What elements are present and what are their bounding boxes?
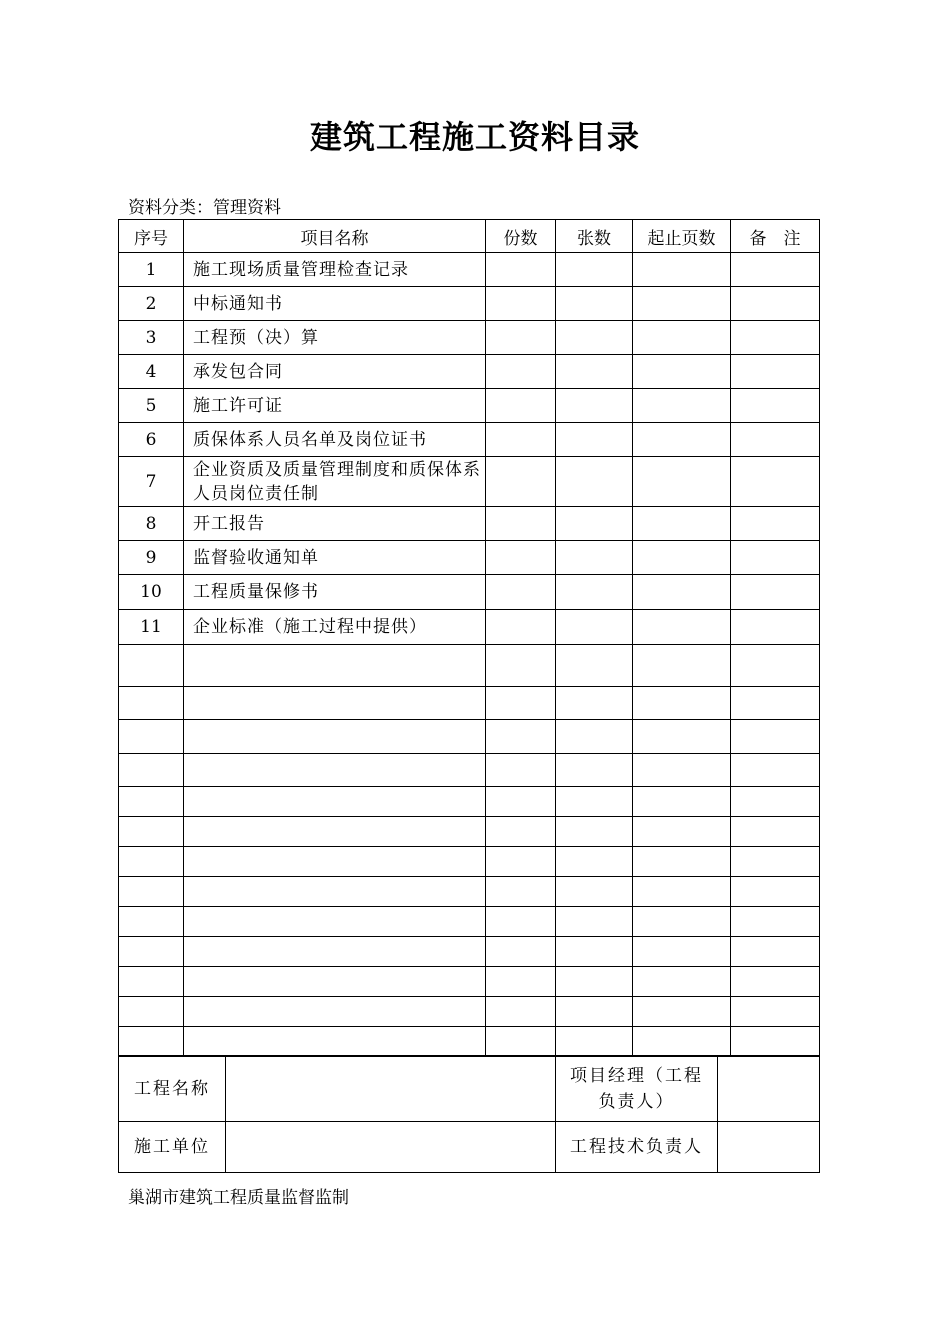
row-pages[interactable]	[633, 423, 731, 457]
tech-lead-value[interactable]	[718, 1122, 820, 1173]
table-row	[119, 253, 820, 287]
row-item-name	[184, 321, 486, 355]
row-copies[interactable]	[486, 877, 556, 907]
table-row	[119, 355, 820, 389]
row-remarks[interactable]	[731, 457, 820, 507]
project-name-label: 工程名称	[119, 1056, 226, 1122]
row-copies[interactable]	[486, 847, 556, 877]
row-pages[interactable]	[633, 321, 731, 355]
table-row-empty	[119, 720, 820, 754]
row-remarks[interactable]	[731, 754, 820, 787]
row-remarks[interactable]	[731, 877, 820, 907]
row-seq[interactable]	[119, 645, 184, 687]
row-pages[interactable]	[633, 687, 731, 720]
tech-lead-label: 工程技术负责人	[556, 1122, 718, 1173]
row-pages[interactable]	[633, 997, 731, 1027]
row-seq: 7	[119, 457, 184, 507]
row-copies[interactable]	[486, 967, 556, 997]
row-sheets[interactable]	[556, 997, 633, 1027]
row-copies[interactable]	[486, 287, 556, 321]
row-item-name	[184, 423, 486, 457]
row-remarks[interactable]	[731, 541, 820, 575]
row-item-name	[184, 389, 486, 423]
row-pages[interactable]	[633, 645, 731, 687]
row-pages[interactable]	[633, 575, 731, 610]
manager-label: 项目经理（工程负责人）	[556, 1056, 718, 1122]
project-name-value[interactable]	[226, 1056, 556, 1122]
row-item-name[interactable]	[184, 817, 486, 847]
row-sheets[interactable]	[556, 847, 633, 877]
row-remarks[interactable]	[731, 1027, 820, 1057]
row-sheets[interactable]	[556, 1027, 633, 1057]
row-sheets[interactable]	[556, 355, 633, 389]
row-remarks[interactable]	[731, 645, 820, 687]
table-row	[119, 610, 820, 645]
row-item-name[interactable]	[184, 1027, 486, 1057]
row-copies[interactable]	[486, 787, 556, 817]
row-item-name-text: 中标通知书	[193, 293, 283, 314]
row-copies[interactable]	[486, 754, 556, 787]
row-item-name[interactable]	[184, 787, 486, 817]
row-copies[interactable]	[486, 937, 556, 967]
row-sheets[interactable]	[556, 575, 633, 610]
table-row-empty	[119, 1027, 820, 1057]
row-remarks[interactable]	[731, 389, 820, 423]
row-pages[interactable]	[633, 877, 731, 907]
row-item-name	[184, 355, 486, 389]
row-copies[interactable]	[486, 355, 556, 389]
row-copies[interactable]	[486, 817, 556, 847]
row-sheets[interactable]	[556, 610, 633, 645]
row-pages[interactable]	[633, 287, 731, 321]
row-seq: 11	[119, 610, 184, 645]
row-item-name-text: 工程质量保修书	[193, 582, 319, 602]
row-seq[interactable]	[119, 687, 184, 720]
row-pages[interactable]	[633, 389, 731, 423]
catalog-table	[118, 219, 820, 1057]
table-row-empty	[119, 997, 820, 1027]
row-copies[interactable]	[486, 423, 556, 457]
info-row-1	[119, 1056, 820, 1122]
row-copies[interactable]	[486, 389, 556, 423]
row-remarks[interactable]	[731, 355, 820, 389]
row-item-name[interactable]	[184, 720, 486, 754]
row-item-name[interactable]	[184, 877, 486, 907]
footer-note: 巢湖市建筑工程质量监督监制	[128, 1188, 349, 1208]
row-item-name[interactable]	[184, 937, 486, 967]
row-seq[interactable]	[119, 754, 184, 787]
header-seq: 序号	[119, 220, 184, 253]
row-item-name-text: 工程预（决）算	[193, 327, 319, 348]
row-copies[interactable]	[486, 687, 556, 720]
row-sheets[interactable]	[556, 720, 633, 754]
row-pages[interactable]	[633, 720, 731, 754]
row-seq[interactable]	[119, 817, 184, 847]
row-pages[interactable]	[633, 457, 731, 507]
row-seq: 6	[119, 423, 184, 457]
table-row-empty	[119, 787, 820, 817]
page-title: 建筑工程施工资料目录	[309, 118, 640, 156]
row-copies[interactable]	[486, 997, 556, 1027]
row-seq[interactable]	[119, 937, 184, 967]
row-item-name[interactable]	[184, 847, 486, 877]
row-sheets[interactable]	[556, 253, 633, 287]
row-remarks[interactable]	[731, 720, 820, 754]
table-row-empty	[119, 937, 820, 967]
contractor-label: 施工单位	[119, 1122, 226, 1173]
row-sheets[interactable]	[556, 287, 633, 321]
row-remarks[interactable]	[731, 997, 820, 1027]
row-remarks[interactable]	[731, 787, 820, 817]
row-item-name[interactable]	[184, 645, 486, 687]
project-info-table	[118, 1055, 820, 1173]
row-seq: 2	[119, 287, 184, 321]
row-sheets[interactable]	[556, 423, 633, 457]
table-row-empty	[119, 907, 820, 937]
row-seq: 1	[119, 253, 184, 287]
table-row-empty	[119, 877, 820, 907]
row-sheets[interactable]	[556, 321, 633, 355]
row-item-name[interactable]	[184, 687, 486, 720]
row-sheets[interactable]	[556, 687, 633, 720]
row-pages[interactable]	[633, 610, 731, 645]
row-sheets[interactable]	[556, 787, 633, 817]
row-remarks[interactable]	[731, 937, 820, 967]
row-remarks[interactable]	[731, 610, 820, 645]
row-sheets[interactable]	[556, 877, 633, 907]
row-item-name-text: 企业资质及质量管理制度和质保体系人员岗位责任制	[193, 459, 481, 504]
row-item-name[interactable]	[184, 967, 486, 997]
row-sheets[interactable]	[556, 645, 633, 687]
row-copies[interactable]	[486, 253, 556, 287]
manager-value[interactable]	[718, 1056, 820, 1122]
row-copies[interactable]	[486, 321, 556, 355]
row-item-name-text: 企业标准（施工过程中提供）	[193, 617, 427, 637]
table-row-empty	[119, 847, 820, 877]
row-remarks[interactable]	[731, 967, 820, 997]
contractor-value[interactable]	[226, 1122, 556, 1173]
row-item-name	[184, 541, 486, 575]
row-remarks[interactable]	[731, 817, 820, 847]
header-remarks: 备 注	[731, 220, 820, 253]
row-item-name	[184, 287, 486, 321]
row-remarks[interactable]	[731, 575, 820, 610]
table-row-empty	[119, 645, 820, 687]
header-row	[119, 220, 820, 253]
table-row-empty	[119, 754, 820, 787]
row-pages[interactable]	[633, 787, 731, 817]
row-item-name	[184, 610, 486, 645]
row-remarks[interactable]	[731, 287, 820, 321]
row-remarks[interactable]	[731, 423, 820, 457]
row-remarks[interactable]	[731, 253, 820, 287]
row-seq[interactable]	[119, 1027, 184, 1057]
row-item-name	[184, 457, 486, 507]
table-row	[119, 287, 820, 321]
table-row	[119, 423, 820, 457]
row-seq[interactable]	[119, 877, 184, 907]
row-item-name[interactable]	[184, 907, 486, 937]
row-pages[interactable]	[633, 967, 731, 997]
row-copies[interactable]	[486, 720, 556, 754]
row-item-name-text: 开工报告	[193, 513, 265, 534]
row-remarks[interactable]	[731, 847, 820, 877]
table-row-empty	[119, 817, 820, 847]
table-row	[119, 541, 820, 575]
row-seq[interactable]	[119, 847, 184, 877]
row-seq: 9	[119, 541, 184, 575]
row-item-name	[184, 575, 486, 610]
table-row	[119, 389, 820, 423]
row-item-name-text: 施工许可证	[193, 395, 283, 416]
row-copies[interactable]	[486, 457, 556, 507]
row-pages[interactable]	[633, 355, 731, 389]
header-copies: 份数	[486, 220, 556, 253]
category-label: 资料分类：管理资料	[128, 198, 281, 218]
row-remarks[interactable]	[731, 507, 820, 541]
row-pages[interactable]	[633, 817, 731, 847]
row-seq: 10	[119, 575, 184, 610]
row-remarks[interactable]	[731, 687, 820, 720]
table-row-empty	[119, 687, 820, 720]
row-copies[interactable]	[486, 645, 556, 687]
table-row	[119, 507, 820, 541]
row-item-name-text: 监督验收通知单	[193, 547, 319, 568]
row-pages[interactable]	[633, 253, 731, 287]
row-pages[interactable]	[633, 754, 731, 787]
row-item-name-text: 施工现场质量管理检查记录	[193, 259, 409, 280]
row-sheets[interactable]	[556, 389, 633, 423]
row-item-name	[184, 507, 486, 541]
row-copies[interactable]	[486, 1027, 556, 1057]
info-row-2	[119, 1122, 820, 1173]
row-seq[interactable]	[119, 997, 184, 1027]
row-sheets[interactable]	[556, 541, 633, 575]
table-row-empty	[119, 967, 820, 997]
row-copies[interactable]	[486, 907, 556, 937]
row-seq: 5	[119, 389, 184, 423]
row-pages[interactable]	[633, 937, 731, 967]
row-sheets[interactable]	[556, 967, 633, 997]
row-sheets[interactable]	[556, 507, 633, 541]
row-copies[interactable]	[486, 575, 556, 610]
row-remarks[interactable]	[731, 321, 820, 355]
row-remarks[interactable]	[731, 907, 820, 937]
row-pages[interactable]	[633, 1027, 731, 1057]
row-seq[interactable]	[119, 720, 184, 754]
header-pages: 起止页数	[633, 220, 731, 253]
row-sheets[interactable]	[556, 457, 633, 507]
row-seq: 8	[119, 507, 184, 541]
row-seq[interactable]	[119, 907, 184, 937]
row-copies[interactable]	[486, 610, 556, 645]
row-seq[interactable]	[119, 967, 184, 997]
row-sheets[interactable]	[556, 907, 633, 937]
row-item-name-text: 质保体系人员名单及岗位证书	[193, 429, 427, 450]
row-copies[interactable]	[486, 507, 556, 541]
row-pages[interactable]	[633, 541, 731, 575]
table-row	[119, 321, 820, 355]
row-seq[interactable]	[119, 787, 184, 817]
row-pages[interactable]	[633, 507, 731, 541]
row-sheets[interactable]	[556, 937, 633, 967]
row-copies[interactable]	[486, 541, 556, 575]
table-row	[119, 457, 820, 507]
row-item-name[interactable]	[184, 997, 486, 1027]
row-pages[interactable]	[633, 847, 731, 877]
row-seq: 4	[119, 355, 184, 389]
header-name: 项目名称	[184, 220, 486, 253]
row-sheets[interactable]	[556, 754, 633, 787]
row-item-name	[184, 253, 486, 287]
row-pages[interactable]	[633, 907, 731, 937]
table-row	[119, 575, 820, 610]
row-item-name-text: 承发包合同	[193, 361, 283, 382]
header-sheets: 张数	[556, 220, 633, 253]
row-item-name[interactable]	[184, 754, 486, 787]
row-seq: 3	[119, 321, 184, 355]
row-sheets[interactable]	[556, 817, 633, 847]
